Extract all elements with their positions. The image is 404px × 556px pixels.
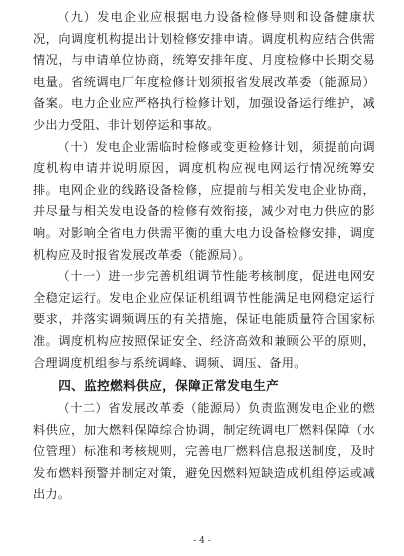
paragraph-11: （十一）进一步完善机组调节性能考核制度，促进电网安全稳定运行。发电企业应保证机组调节性能满足电网稳定运行要求，并落实调频调压的有关措施，保证电能质量符合国家标准。调度机构应按照保证安全、经济高效和兼顾公平的原则，合理调度机组参与系统调峰、调频、调压、备用。 <box>33 269 375 370</box>
paragraph-10: （十）发电企业需临时检修或变更检修计划，须提前向调度机构申请并说明原因，调度机构应视电网运行情况统筹安排。电网企业的线路设备检修，应提前与相关发电企业协商，并尽量与相关发电设备的检修有效衔接，减少对电力供应的影响。对影响全省电力供需平衡的重大电力设备检修安排，调度机构应及时报省发展改革委（能源局）。 <box>33 139 375 262</box>
section-heading: 四、监控燃料供应，保障正常发电生产 <box>58 378 280 394</box>
paragraph-12: （十二）省发展改革委（能源局）负责监测发电企业的燃料供应，加大燃料保障综合协调，制定统调电厂燃料保障（水位管理）标准和考核规则，完善电厂燃料信息报送制度，及时发布燃料预警并制定对策，避免因燃料短缺造成机组停运或减出力。 <box>33 401 375 502</box>
paragraph-9: （九）发电企业应根据电力设备检修导则和设备健康状况，向调度机构提出计划检修安排申请。调度机构应结合供需情况，与申请单位协商，统筹安排年度、月度检修中长期交易电量。省统调电厂年度检修计划须报省发展改革委（能源局）备案。电力企业应严格执行检修计划，加强设备运行维护，减少出力受阻、非计划停运和事故。 <box>33 10 375 132</box>
page-number: - 4 - <box>193 536 211 546</box>
document-body <box>33 7 375 506</box>
